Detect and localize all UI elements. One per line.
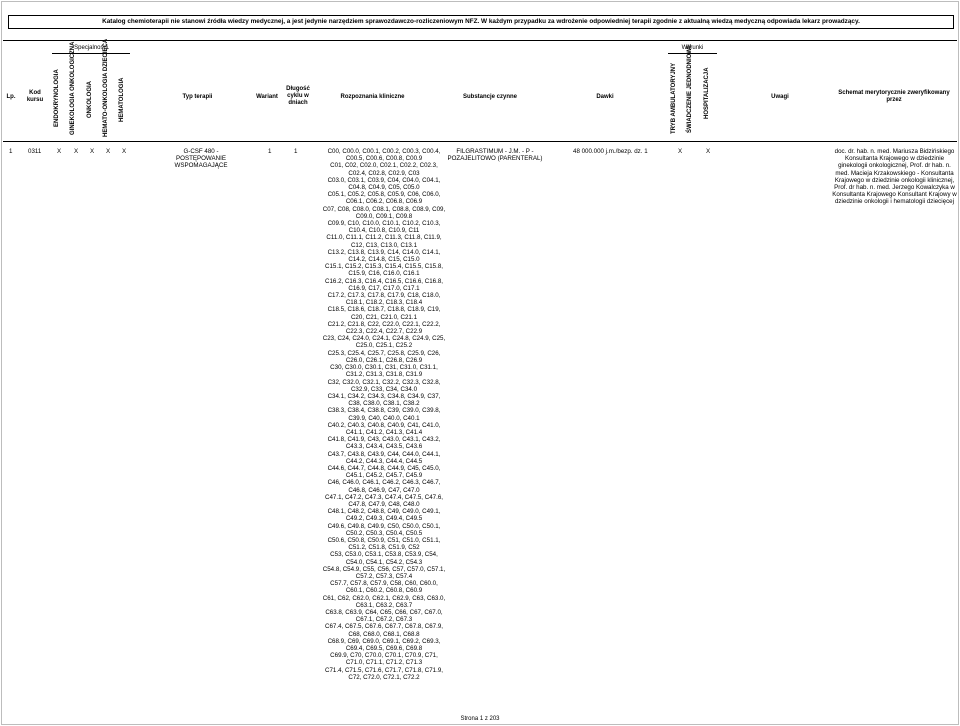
diagnosis-line: C03.0, C03.1, C03.9, C04, C04.0, C04.1, <box>327 176 441 184</box>
diagnosis-line: C01, C02, C02.0, C02.1, C02.2, C02.3, <box>330 162 438 170</box>
diagnosis-line: C38, C38.0, C38.1, C38.2 <box>348 400 420 408</box>
col-header-dawki: Dawki <box>596 94 614 100</box>
diagnosis-line: C54.8, C54.9, C55, C56, C57, C57.0, C57.1, <box>322 565 446 573</box>
row-lp: 1 <box>9 148 13 155</box>
diagnosis-line: C48.1, C48.2, C48.8, C49, C49.0, C49.1, <box>327 508 441 516</box>
diagnosis-line: C47.8, C47.9, C48, C48.0 <box>348 500 420 508</box>
condition-mark-jednodniowe: X <box>706 148 711 155</box>
diagnosis-line: C09.0, C09.1, C09.8 <box>355 212 413 220</box>
diagnosis-line: C47.1, C47.2, C47.3, C47.4, C47.5, C47.6, <box>325 493 443 501</box>
diagnosis-line: C32, C32.0, C32.1, C32.2, C32.3, C32.8, <box>327 378 441 386</box>
diagnosis-line: C43.7, C43.8, C43.9, C44, C44.0, C44.1, <box>327 450 441 458</box>
diagnosis-line: C40.2, C40.3, C40.8, C40.9, C41, C41.0, <box>327 421 441 429</box>
diagnosis-line: C16.9, C17, C17.0, C17.1 <box>348 284 420 292</box>
spec-mark-ginekologia: X <box>74 148 79 155</box>
diagnosis-line: C68.9, C69, C69.0, C69.1, C69.2, C69.3, <box>327 637 441 645</box>
diagnosis-line: C60.1, C60.2, C60.8, C60.9 <box>345 587 423 595</box>
diagnosis-line: C18.1, C18.2, C18.3, C18.4 <box>345 299 423 307</box>
diagnosis-line: C46.8, C46.9, C47, C47.0 <box>348 486 420 494</box>
row-typ-terapii: G-CSF 480 - POSTĘPOWANIE WSPOMAGAJĄCE <box>174 148 228 170</box>
diagnosis-line: C44.2, C44.3, C44.4, C44.5 <box>345 457 423 465</box>
diagnosis-line: C39.9, C40, C40.0, C40.1 <box>348 414 420 422</box>
diagnosis-line: C57.7, C57.8, C57.9, C58, C60, C60.0, <box>330 580 438 588</box>
diagnosis-line: C07, C08, C08.0, C08.1, C08.8, C08.9, C09, <box>322 205 446 213</box>
diagnosis-list <box>315 148 453 681</box>
diagnosis-line: C71.4, C71.5, C71.6, C71.7, C71.8, C71.9, <box>325 666 443 674</box>
diagnosis-line: C26.0, C26.1, C26.8, C26.9 <box>345 356 423 364</box>
spec-mark-endokrynologia: X <box>57 148 62 155</box>
diagnosis-line: C23, C24, C24.0, C24.1, C24.8, C24.9, C25, <box>322 335 446 343</box>
diagnosis-line: C38.3, C38.4, C38.8, C39, C39.0, C39.8, <box>327 407 441 415</box>
col-header-hemato-onkologia: HEMATO-ONKOLOGIA DZIECIĘCA <box>103 38 109 137</box>
diagnosis-line: C50.2, C50.3, C50.4, C50.5 <box>345 529 423 537</box>
row-schemat: doc. dr. hab. n. med. Mariusza Bidzińskiego Konsultanta Krajowego w dziedzinie ginekologii onkologicznej, Prof. dr hab. n. med. Macieja Krzakowskiego - Konsultanta Krajowego w dziedzinie onkologii klinicznej, Prof. dr hab. n. med. Jerzego Kowalczyka w Konsultanta Krajowego Konsultant Krajowy w dziedzinie onkologii i hematologii dziecięcej <box>832 148 957 206</box>
diagnosis-line: C05.1, C05.2, C05.8, C05.9, C06, C06.0, <box>327 191 441 199</box>
col-header-hematologia: HEMATOLOGIA <box>119 77 125 122</box>
diagnosis-line: C09.9, C10, C10.0, C10.1, C10.2, C10.3, <box>327 220 441 228</box>
diagnosis-line: C17.2, C17.3, C17.8, C17.9, C18, C18.0, <box>327 292 441 300</box>
diagnosis-line: C15.1, C15.2, C15.3, C15.4, C15.5, C15.8, <box>325 263 443 271</box>
diagnosis-line: C14.2, C14.8, C15, C15.0 <box>348 256 420 264</box>
diagnosis-line: C13.2, C13.8, C13.9, C14, C14.0, C14.1, <box>327 248 441 256</box>
diagnosis-line: C31.2, C31.3, C31.8, C31.9 <box>345 371 423 379</box>
diagnosis-line: C51.2, C51.8, C51.9, C52 <box>348 544 420 552</box>
page-footer: Strona 1 z 203 <box>460 716 500 722</box>
spec-mark-onkologia: X <box>90 148 95 155</box>
diagnosis-line: C32.9, C33, C34, C34.0 <box>350 385 418 393</box>
col-header-endokrynologia: ENDOKRYNOLOGIA <box>54 69 60 127</box>
col-header-uwagi: Uwagi <box>771 94 789 100</box>
col-header-kod-kursu: Kod kursu <box>26 90 44 103</box>
diagnosis-line: C54.0, C54.1, C54.2, C54.3 <box>345 558 423 566</box>
page-frame <box>1 1 959 725</box>
diagnosis-line: C20, C21, C21.0, C21.1 <box>350 313 418 321</box>
col-header-tryb-ambulatoryjny: TRYB AMBULATORYJNY <box>671 62 677 134</box>
condition-mark-ambulatoryjny: X <box>678 148 683 155</box>
diagnosis-line: C46, C46.0, C46.1, C46.2, C46.3, C46.7, <box>327 479 441 487</box>
diagnosis-line: C57.2, C57.3, C57.4 <box>355 572 413 580</box>
diagnosis-line: C67.1, C67.2, C67.3 <box>355 616 413 624</box>
col-header-typ-terapii: Typ terapii <box>182 94 213 100</box>
diagnosis-line: C69.9, C70, C70.0, C70.1, C70.9, C71, <box>330 652 438 660</box>
diagnosis-line: C34.1, C34.2, C34.3, C34.8, C34.9, C37, <box>327 392 441 400</box>
col-header-wariant: Wariant <box>256 94 278 100</box>
diagnosis-line: C49.6, C49.8, C49.9, C50, C50.0, C50.1, <box>327 522 441 530</box>
diagnosis-line: C21.2, C21.8, C22, C22.0, C22.1, C22.2, <box>327 320 441 328</box>
diagnosis-line: C18.5, C18.6, C18.7, C18.8, C18.9, C19, <box>327 306 441 314</box>
diagnosis-line: C72, C72.0, C72.1, C72.2 <box>348 673 420 681</box>
disclaimer-banner: Katalog chemioterapii nie stanowi źródła wiedzy medycznej, a jest jedynie narzędziem sprawozdawczo-rozliczeniowym NFZ. W każdym przypadku za wdrożenie odpowiedniej terapii zgodnie z aktualną wiedzą medyczną odpowiada lekarz prowadzący. <box>8 15 954 29</box>
diagnosis-line: C41.8, C41.9, C43, C43.0, C43.1, C43.2, <box>327 436 441 444</box>
diagnosis-line: C41.1, C41.2, C41.3, C41.4 <box>345 428 423 436</box>
col-header-hospitalizacja: HOSPITALIZACJA <box>704 67 710 119</box>
col-header-schemat: Schemat merytorycznie zweryfikowany przez <box>838 90 950 103</box>
diagnosis-line: C10.4, C10.8, C10.9, C11 <box>348 227 420 235</box>
diagnosis-line: C61, C62, C62.0, C62.1, C62.9, C63, C63.0, <box>322 594 446 602</box>
diagnosis-line: C50.6, C50.8, C50.9, C51, C51.0, C51.1, <box>327 536 441 544</box>
diagnosis-line: C44.6, C44.7, C44.8, C44.9, C45, C45.0, <box>327 464 441 472</box>
diagnosis-line: C69.4, C69.5, C69.6, C69.8 <box>345 645 423 653</box>
diagnosis-line: C67.4, C67.5, C67.6, C67.7, C67.8, C67.9, <box>325 623 443 631</box>
diagnosis-line: C45.1, C45.2, C45.7, C45.9 <box>345 472 423 480</box>
diagnosis-line: C53, C53.0, C53.1, C53.8, C53.9, C54, <box>330 551 438 559</box>
specialties-group-header: Specjalności <box>74 45 108 51</box>
row-wariant: 1 <box>268 148 272 155</box>
conditions-group-header: Warunki <box>681 45 704 51</box>
col-header-dlugosc-cyklu: Długość cyklu w dniach <box>286 86 310 106</box>
diagnosis-line: C11.0, C11.1, C11.2, C11.3, C11.8, C11.9, <box>326 234 442 242</box>
diagnosis-line: C25.3, C25.4, C25.7, C25.8, C25.9, C26, <box>327 349 441 357</box>
diagnosis-line: C00, C00.0, C00.1, C00.2, C00.3, C00.4, <box>327 148 441 155</box>
diagnosis-line: C06.1, C06.2, C06.8, C06.9 <box>345 198 423 206</box>
col-header-lp: Lp. <box>6 94 16 100</box>
diagnosis-line: C63.1, C63.2, C63.7 <box>355 601 413 609</box>
diagnosis-line: C12, C13, C13.0, C13.1 <box>350 241 418 249</box>
diagnosis-line: C00.5, C00.6, C00.8, C00.9 <box>345 155 423 163</box>
col-header-onkologia: ONKOLOGIA <box>87 81 93 118</box>
col-header-swiadczenie-jednodniowe: ŚWIADCZENIE JEDNODNIOWE <box>687 43 693 133</box>
spec-mark-hematologia: X <box>122 148 127 155</box>
col-header-substancje: Substancje czynne <box>462 94 518 100</box>
header-bottom-border <box>3 141 957 142</box>
diagnosis-line: C25.0, C25.1, C25.2 <box>355 342 413 350</box>
diagnosis-line: C22.3, C22.4, C22.7, C22.9 <box>345 328 423 336</box>
diagnosis-line: C71.0, C71.1, C71.2, C71.3 <box>345 659 423 667</box>
diagnosis-line: C16.2, C16.3, C16.4, C16.5, C16.6, C16.8, <box>325 277 443 285</box>
row-dawka: 48 000.000 j.m./bezp. dz. 1 <box>573 148 648 155</box>
col-header-ginekologia-onkologiczna: GINEKOLOGIA ONKOLOGICZNA <box>70 41 76 135</box>
spec-mark-hemato-onkologia: X <box>106 148 111 155</box>
row-dlugosc: 1 <box>294 148 298 155</box>
table-top-border <box>3 40 957 41</box>
col-header-rozpoznania: Rozpoznania kliniczne <box>340 94 405 100</box>
diagnosis-line: C02.4, C02.8, C02.9, C03 <box>348 169 420 177</box>
group-header-divider <box>52 53 130 54</box>
row-substancja: FILGRASTIMUM - J.M. - P - POZAJELITOWO (PARENTERAL) <box>447 148 543 163</box>
diagnosis-line: C30, C30.0, C30.1, C31, C31.0, C31.1, <box>330 364 438 372</box>
diagnosis-line: C63.8, C63.9, C64, C65, C66, C67, C67.0, <box>325 609 443 616</box>
diagnosis-line: C15.9, C16, C16.0, C16.1 <box>348 270 420 278</box>
row-kod: 0311 <box>28 148 42 155</box>
diagnosis-line: C04.8, C04.9, C05, C05.0 <box>348 184 420 192</box>
diagnosis-line: C68, C68.0, C68.1, C68.8 <box>348 630 420 638</box>
diagnosis-line: C43.3, C43.4, C43.5, C43.6 <box>345 443 423 451</box>
diagnosis-line: C49.2, C49.3, C49.4, C49.5 <box>345 515 423 523</box>
